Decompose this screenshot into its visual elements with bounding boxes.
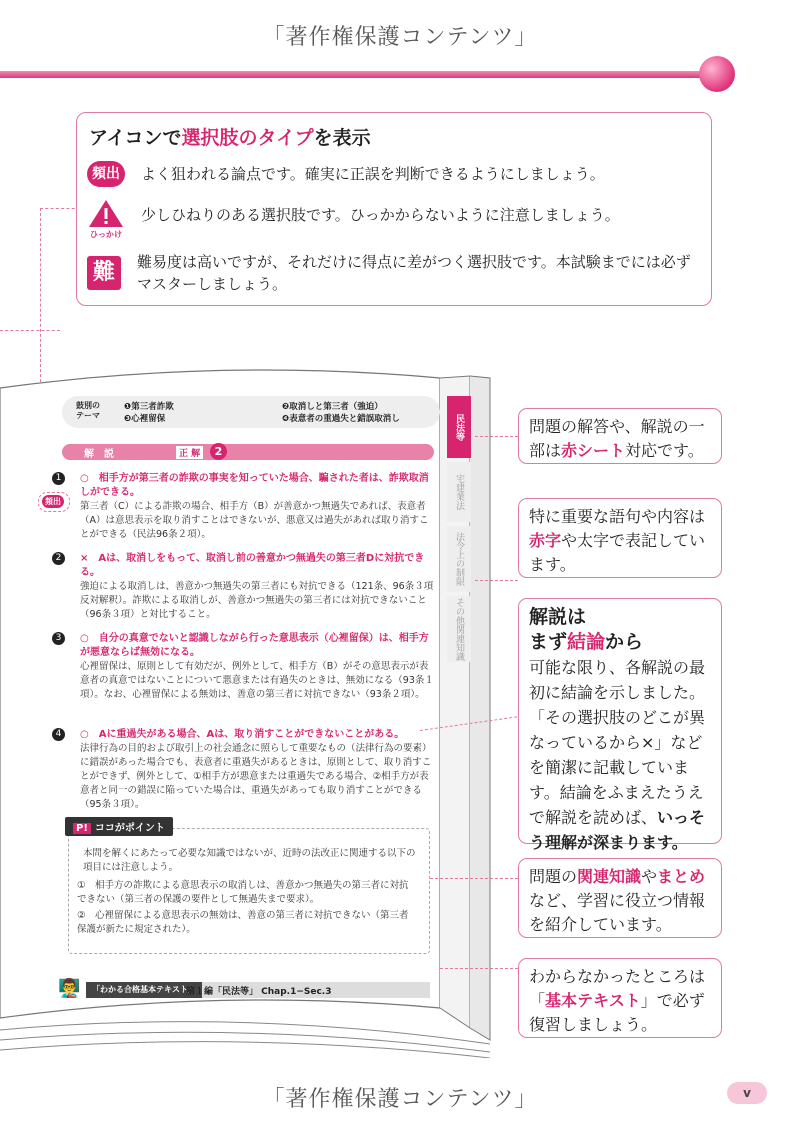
difficult-icon: 難 bbox=[87, 256, 121, 290]
point-title: P! ココがポイント bbox=[65, 817, 173, 836]
reference-bar: 「わかる合格基本テキスト」 第１編「民法等」 Chap.1−Sec.3 bbox=[86, 982, 430, 998]
card-basic-text: わからなかったところは「基本テキスト」で必ず復習しましょう。 bbox=[518, 958, 722, 1038]
watermark-bottom: 「著作権保護コンテンツ」 bbox=[262, 1087, 538, 1112]
mascot-icon: 👨‍🏫 bbox=[58, 978, 81, 999]
icon-row-hinshutsu: 頻出 よく狙われる論点です。確実に正誤を判断できるようにしましょう。 bbox=[87, 161, 701, 187]
point-icon: P! bbox=[73, 823, 91, 834]
side-tab-hourei: 法令上の制限 bbox=[447, 526, 471, 592]
answer-item-4: 4 ○ Aに重過失がある場合、Aは、取り消すことができないことがある。 法律行為の目的および取引上の社会通念に照らして重要なもの（法律行為の要素）に錯誤があった場合でも、表意者に重過失があるときは、原則として、取り消すことができず、例外として、①相手方が悪意または重過失である場合、②相手方が表意者と同一の錯誤に陥っていた場合は、重過失があっても取り消すことができる（95条３項）。 bbox=[56, 728, 436, 812]
card-red-text: 特に重要な語句や内容は赤字や太字で表記しています。 bbox=[518, 498, 722, 578]
icon-row-hikkake: ひっかけ 少しひねりのある選択肢です。ひっかからないように注意しましょう。 bbox=[87, 199, 701, 239]
connector-c5 bbox=[440, 968, 518, 969]
answer-item-3: 3 ○ 自分の真意でないと認識しながら行った意思表示（心裡留保）は、相手方が悪意ならば無効になる。 心裡留保は、原則として有効だが、例外として、相手方（B）がその意思表示が表意者の真意ではないことについて悪意または有過失のときは、無効になる（93条１項）。なお、心裡留保による無効は、善意の第三者に対抗できない（93条２項）。 bbox=[56, 632, 436, 702]
point-box: P! ココがポイント 本問を解くにあたって必要な知識ではないが、近時の法改正に関連する以下の項目には注意しよう。 ① 相手方の詐欺による意思表示の取消しは、善意かつ無過失の第三者に対抗できない（第三者の保護の要件として無過失まで要求）。 ② 心裡留保による意思表示の無効は、善意の第三者に対抗できない（第三者保護が新たに規定された）。 bbox=[68, 828, 430, 954]
connector-left-3 bbox=[40, 208, 80, 209]
card-related-knowledge: 問題の関連知識やまとめなど、学習に役立つ情報を紹介しています。 bbox=[518, 858, 722, 938]
side-tab-takken: 宅建業法 bbox=[447, 462, 471, 522]
icon-legend-title: アイコンで選択肢のタイプを表示 bbox=[89, 127, 371, 149]
card-conclusion: 解説は まず結論から 可能な限り、各解説の最初に結論を示しました。「その選択肢のどこが異なっているから×」などを簡潔に記載しています。結論をふまえたうえで解説を読めば、いっそう理解が深まります。 bbox=[518, 598, 722, 844]
page-number: v bbox=[727, 1082, 767, 1104]
answer-item-2: 2 × Aは、取消しをもって、取消し前の善意かつ無過失の第三者Dに対抗できる。 強迫による取消しは、善意かつ無過失の第三者にも対抗できる（121条、96条３項反対解釈）。詐欺による取消しが、善意かつ無過失の第三者には対抗できないこと（96条３項）と対比すること。 bbox=[56, 552, 436, 622]
connector-c1 bbox=[475, 436, 518, 437]
watermark-top: 「著作権保護コンテンツ」 bbox=[262, 25, 538, 50]
icon-legend-box bbox=[76, 112, 712, 306]
connector-left-1 bbox=[0, 330, 60, 371]
seikai-number: 2 bbox=[210, 443, 227, 460]
side-tab-sonota: その他関連知識 bbox=[447, 596, 471, 662]
kaisetsu-bar: 解 説 正 解 2 bbox=[62, 444, 434, 460]
connector-c4 bbox=[430, 878, 518, 879]
theme-box: 鼓別の テーマ ❶第三者詐欺 ❸心裡留保 ❷取消しと第三者（強迫） ❹表意者の重過失と錯誤取消し bbox=[62, 396, 440, 428]
header-ball bbox=[699, 56, 735, 92]
header-bar bbox=[0, 71, 712, 78]
connector-c2 bbox=[475, 580, 518, 581]
card-red-sheet: 問題の解答や、解説の一部は赤シート対応です。 bbox=[518, 408, 722, 464]
side-tab-minpo: 民法等 bbox=[447, 396, 471, 458]
icon-row-nan: 難 難易度は高いですが、それだけに得点に差がつく選択肢です。本試験までには必ずマスターしましょう。 bbox=[87, 251, 697, 295]
hinshutsu-small-icon: 頻出 bbox=[42, 495, 64, 508]
hinshutsu-icon: 頻出 bbox=[87, 161, 125, 187]
warning-icon: ひっかけ bbox=[87, 199, 125, 239]
answer-item-1: 1 ○ 相手方が第三者の詐欺の事実を知っていた場合、騙された者は、詐欺取消しができる。 第三者（C）による詐欺の場合、相手方（B）が善意かつ無過失であれば、表意者（A）は意思表示を取り消すことはできないが、悪意又は過失があれば取り消すことができる（民法96条２項）。 bbox=[56, 472, 436, 542]
book-page bbox=[0, 368, 496, 1058]
